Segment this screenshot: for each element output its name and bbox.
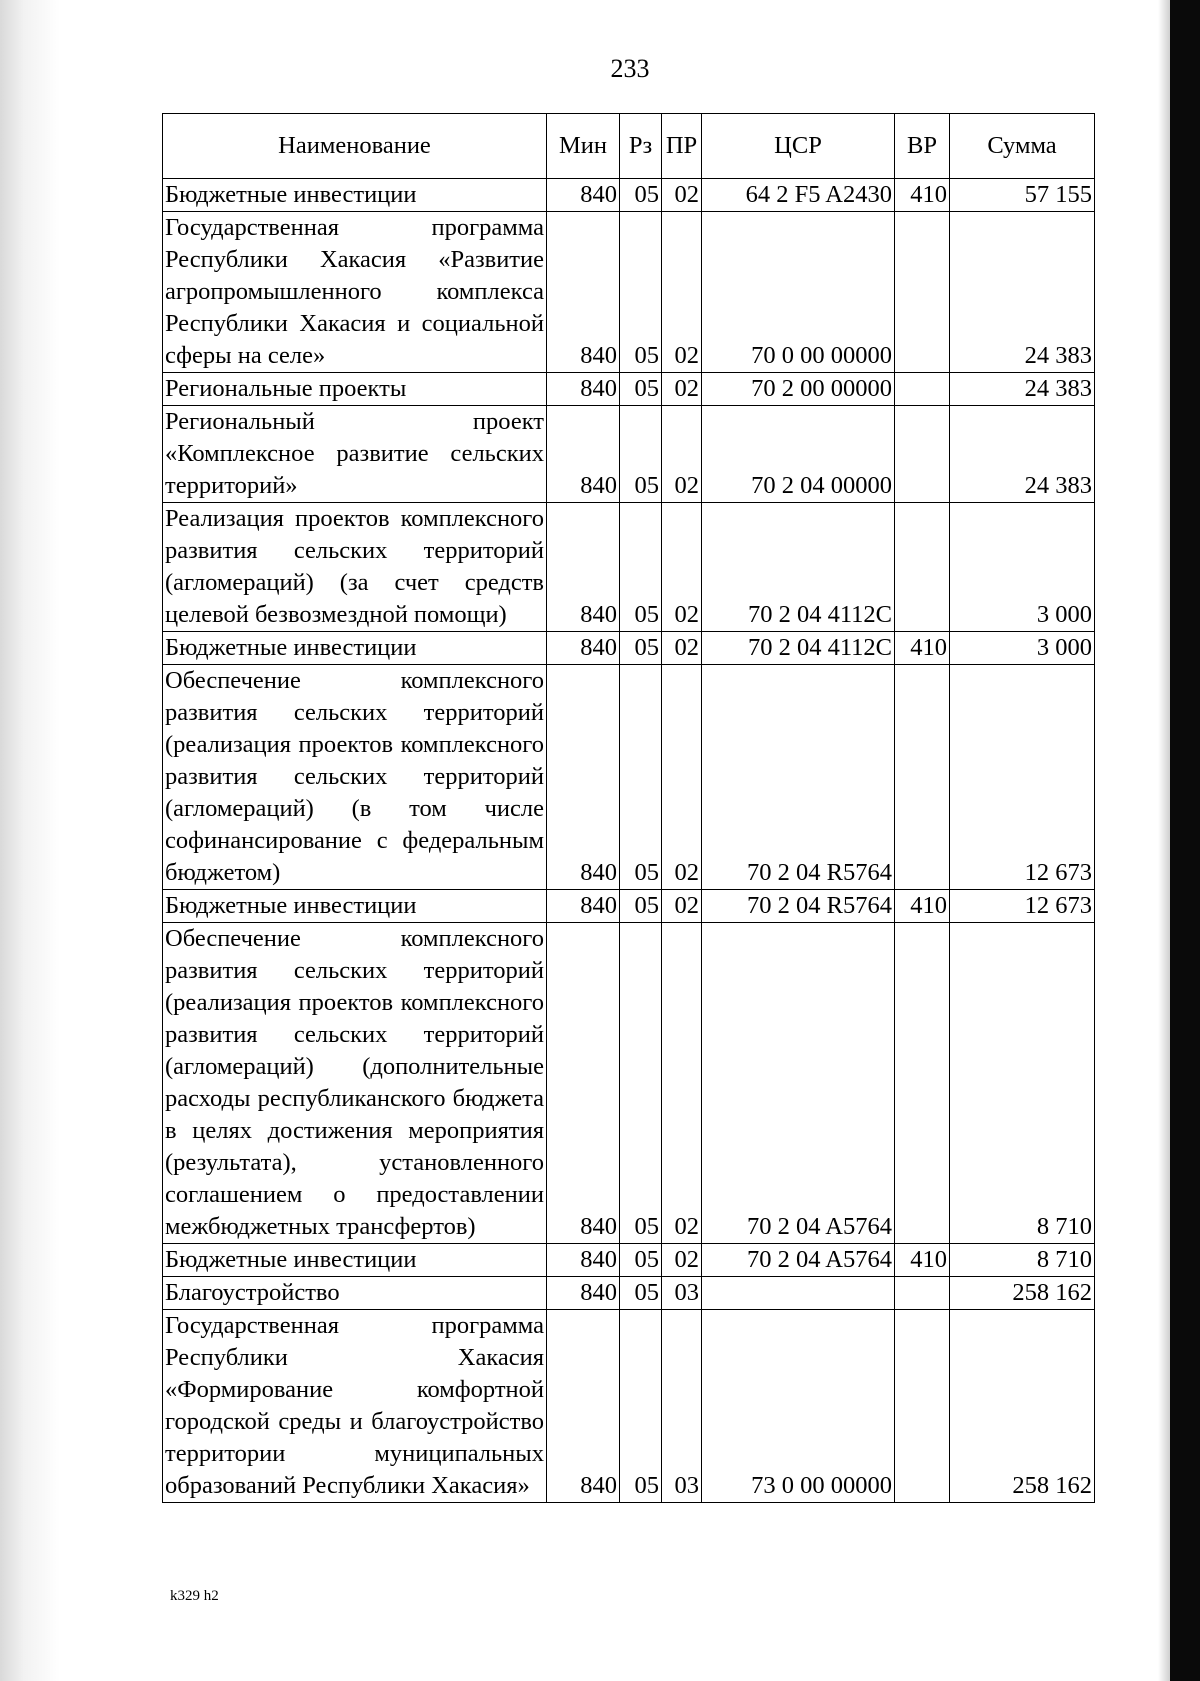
budget-table (162, 113, 1095, 1503)
table-row (163, 923, 1095, 1244)
table-row (163, 179, 1095, 212)
header-rz: Рз (620, 114, 662, 179)
row-min: 840 (547, 1277, 620, 1310)
table-row (163, 1310, 1095, 1503)
table-row (163, 373, 1095, 406)
row-sum: 24 383 (950, 406, 1095, 503)
row-csr: 70 2 00 00000 (702, 373, 895, 406)
row-min: 840 (547, 503, 620, 632)
header-pr: ПР (662, 114, 702, 179)
scan-edge-right (1170, 0, 1200, 1681)
row-sum: 8 710 (950, 923, 1095, 1244)
row-vr (895, 1277, 950, 1310)
header-min: Мин (547, 114, 620, 179)
row-sum: 12 673 (950, 890, 1095, 923)
table-row (163, 665, 1095, 890)
row-csr: 70 2 04 4112C (702, 632, 895, 665)
row-sum: 3 000 (950, 503, 1095, 632)
row-pr: 03 (662, 1277, 702, 1310)
table-row (163, 890, 1095, 923)
row-vr (895, 212, 950, 373)
row-rz: 05 (620, 1244, 662, 1277)
row-vr (895, 373, 950, 406)
row-rz: 05 (620, 179, 662, 212)
scan-edge-left (0, 0, 60, 1681)
row-min: 840 (547, 212, 620, 373)
row-vr (895, 1310, 950, 1503)
row-pr: 02 (662, 890, 702, 923)
row-name: Благоустройство (163, 1277, 547, 1310)
row-sum: 12 673 (950, 665, 1095, 890)
row-csr: 70 2 04 R5764 (702, 665, 895, 890)
row-vr (895, 406, 950, 503)
table-header-row (163, 114, 1095, 179)
row-name: Государственная программа Республики Хакасия «Развитие агропромышленного комплекса Республики Хакасия и социальной сферы на селе» (163, 212, 547, 373)
table-row (163, 1244, 1095, 1277)
header-name: Наименование (163, 114, 547, 179)
row-pr: 03 (662, 1310, 702, 1503)
table-row (163, 1277, 1095, 1310)
header-vr: ВР (895, 114, 950, 179)
row-csr: 70 2 04 A5764 (702, 923, 895, 1244)
row-pr: 02 (662, 632, 702, 665)
row-name: Бюджетные инвестиции (163, 1244, 547, 1277)
row-min: 840 (547, 923, 620, 1244)
row-csr: 64 2 F5 A2430 (702, 179, 895, 212)
row-vr (895, 923, 950, 1244)
row-name: Обеспечение комплексного развития сельских территорий (реализация проектов комплексного развития сельских территорий (агломераций) (в том числе софинансирование с федеральным бюджетом) (163, 665, 547, 890)
table-row (163, 212, 1095, 373)
row-sum: 8 710 (950, 1244, 1095, 1277)
row-csr (702, 1277, 895, 1310)
row-csr: 70 2 04 A5764 (702, 1244, 895, 1277)
row-min: 840 (547, 1244, 620, 1277)
row-vr (895, 503, 950, 632)
row-rz: 05 (620, 890, 662, 923)
row-name: Бюджетные инвестиции (163, 890, 547, 923)
row-pr: 02 (662, 665, 702, 890)
row-min: 840 (547, 1310, 620, 1503)
page-number: 233 (610, 54, 650, 83)
table-row (163, 503, 1095, 632)
row-vr: 410 (895, 632, 950, 665)
row-sum: 57 155 (950, 179, 1095, 212)
header-csr: ЦСР (702, 114, 895, 179)
row-rz: 05 (620, 1310, 662, 1503)
row-rz: 05 (620, 503, 662, 632)
row-pr: 02 (662, 179, 702, 212)
row-pr: 02 (662, 212, 702, 373)
row-vr: 410 (895, 890, 950, 923)
table-row (163, 406, 1095, 503)
row-rz: 05 (620, 1277, 662, 1310)
row-name: Реализация проектов комплексного развития сельских территорий (агломераций) (за счет средств целевой безвозмездной помощи) (163, 503, 547, 632)
row-vr: 410 (895, 179, 950, 212)
row-csr: 70 0 00 00000 (702, 212, 895, 373)
row-name: Региональный проект «Комплексное развитие сельских территорий» (163, 406, 547, 503)
row-pr: 02 (662, 503, 702, 632)
scan-edge-right-shadow (1158, 0, 1170, 1681)
row-min: 840 (547, 890, 620, 923)
row-name: Обеспечение комплексного развития сельских территорий (реализация проектов комплексного развития сельских территорий (агломераций) (дополнительные расходы республиканского бюджета в целях достижения мероприятия (результата), установленного соглашением о предоставлении межбюджетных трансфертов) (163, 923, 547, 1244)
row-sum: 24 383 (950, 212, 1095, 373)
row-name: Бюджетные инвестиции (163, 179, 547, 212)
row-pr: 02 (662, 406, 702, 503)
row-pr: 02 (662, 923, 702, 1244)
row-min: 840 (547, 373, 620, 406)
row-sum: 258 162 (950, 1310, 1095, 1503)
row-rz: 05 (620, 212, 662, 373)
row-csr: 70 2 04 4112C (702, 503, 895, 632)
row-rz: 05 (620, 406, 662, 503)
row-min: 840 (547, 632, 620, 665)
row-name: Государственная программа Республики Хакасия «Формирование комфортной городской среды и благоустройство территории муниципальных образований Республики Хакасия» (163, 1310, 547, 1503)
row-pr: 02 (662, 1244, 702, 1277)
row-vr: 410 (895, 1244, 950, 1277)
row-sum: 3 000 (950, 632, 1095, 665)
row-csr: 70 2 04 00000 (702, 406, 895, 503)
row-vr (895, 665, 950, 890)
row-csr: 73 0 00 00000 (702, 1310, 895, 1503)
row-rz: 05 (620, 373, 662, 406)
row-name: Региональные проекты (163, 373, 547, 406)
row-rz: 05 (620, 923, 662, 1244)
row-min: 840 (547, 179, 620, 212)
row-pr: 02 (662, 373, 702, 406)
row-min: 840 (547, 406, 620, 503)
row-rz: 05 (620, 632, 662, 665)
row-csr: 70 2 04 R5764 (702, 890, 895, 923)
footer-code: k329 h2 (170, 1588, 219, 1604)
row-name: Бюджетные инвестиции (163, 632, 547, 665)
header-sum: Сумма (950, 114, 1095, 179)
row-sum: 24 383 (950, 373, 1095, 406)
row-min: 840 (547, 665, 620, 890)
row-rz: 05 (620, 665, 662, 890)
table-row (163, 632, 1095, 665)
row-sum: 258 162 (950, 1277, 1095, 1310)
